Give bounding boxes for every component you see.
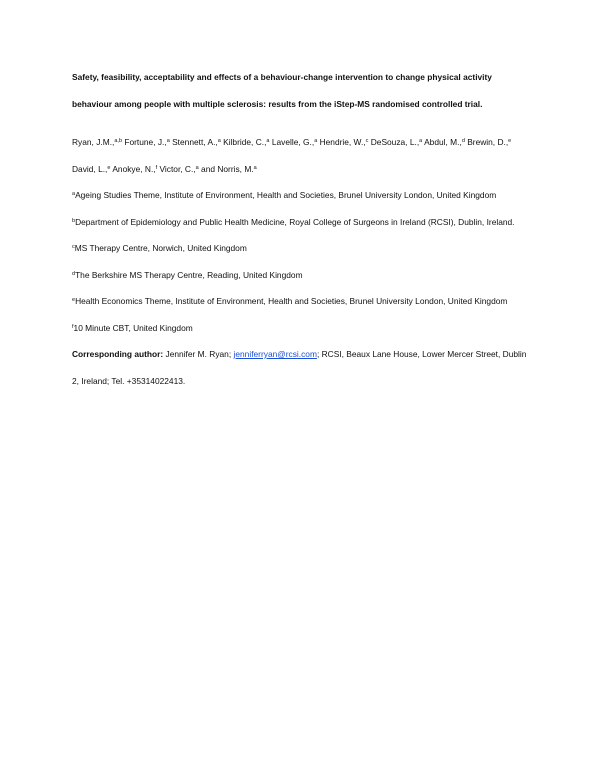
author: Brewin, D.,$^e$ (467, 137, 512, 147)
author: Victor, C.,$^a$ (159, 163, 199, 174)
affiliation-b: $^b$Department of Epidemiology and Public Health Medicine, Royal College of Surgeons in Ireland (RCSI), Dublin, Ireland. (72, 216, 515, 227)
author: Stennett, A.,$^a$ (172, 137, 221, 147)
paper-title: Safety, feasibility, acceptability and effects of a behaviour-change intervention to change physical activity behaviour among people with multiple sclerosis: results from the iStep-MS randomised controlled trial. (72, 72, 492, 109)
author: Hendrie, W.,$^c$ (319, 137, 369, 147)
corresponding-author-name: Jennifer M. Ryan; (165, 349, 232, 359)
author: Ryan, J.M.,$^{a,b}$ (72, 137, 123, 147)
email-link[interactable]: jenniferryan@rcsi.com (233, 349, 317, 359)
title-page-content (72, 64, 532, 394)
author: Lavelle, G.,$^a$ (271, 137, 318, 147)
affiliation-a: $^a$Ageing Studies Theme, Institute of Environment, Health and Societies, Brunel University London, United Kingdom (72, 190, 497, 200)
corresponding-author (72, 341, 532, 394)
author: David, L.,$^e$ (72, 163, 111, 174)
corresponding-author-label: Corresponding author: (72, 349, 164, 359)
author: DeSouza, L.,$^a$ (370, 137, 423, 147)
author: Anokye, N.,$^f$ (112, 163, 158, 174)
affiliation-d: $^d$The Berkshire MS Therapy Centre, Reading, United Kingdom (72, 269, 303, 280)
affiliation-f: $^f$10 Minute CBT, United Kingdom (72, 322, 193, 333)
author: Kilbride, C.,$^a$ (223, 137, 270, 147)
affiliation-e: $^e$Health Economics Theme, Institute of Environment, Health and Societies, Brunel University London, United Kingdom (72, 296, 508, 306)
author: Fortune, J.,$^a$ (124, 137, 170, 147)
author-list (72, 129, 532, 182)
author: Abdul, M.,$^d$ (424, 137, 465, 147)
corresponding-author-address: ; RCSI, Beaux Lane House, Lower Mercer Street, Dublin 2, Ireland; Tel. +35314022413. (72, 349, 527, 386)
affiliation-c: $^c$MS Therapy Centre, Norwich, United Kingdom (72, 243, 247, 253)
author: and Norris, M.$^a$ (201, 163, 257, 174)
